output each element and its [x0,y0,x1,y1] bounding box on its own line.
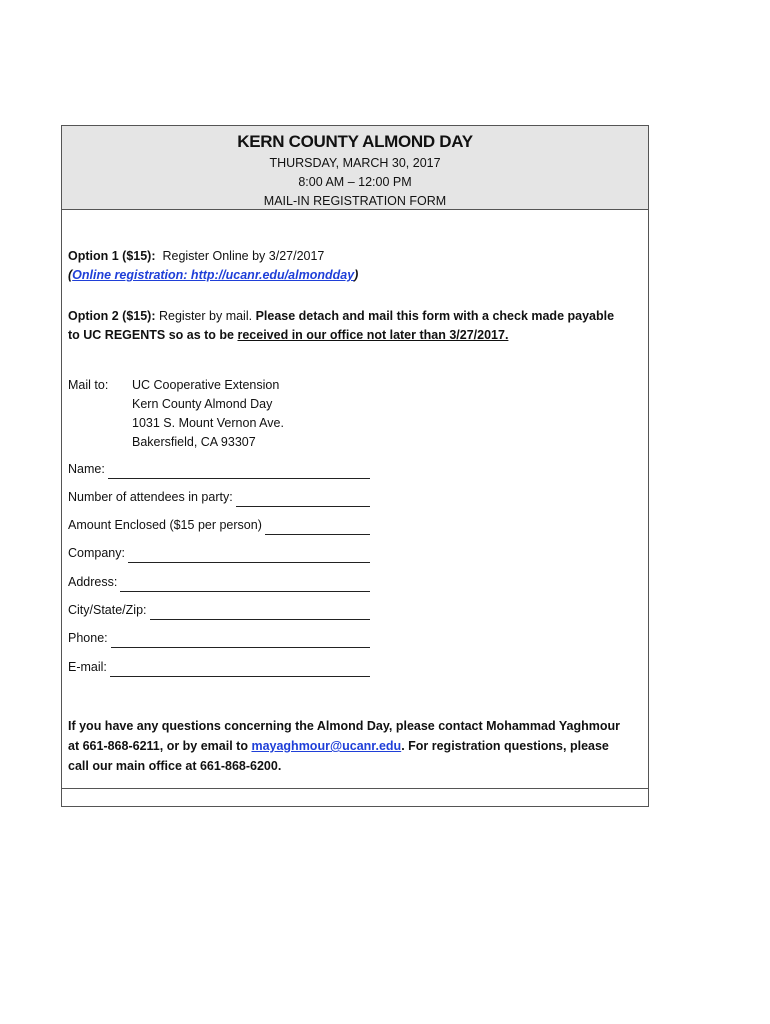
phone-field[interactable] [68,629,370,648]
email-field[interactable] [68,658,370,677]
email-input-line[interactable] [110,662,370,677]
address-line: Kern County Almond Day [132,397,273,411]
address-line: UC Cooperative Extension [132,378,280,392]
field-label: E-mail: [68,660,107,674]
address-field[interactable] [68,573,370,592]
contact-info [68,716,628,776]
option-1-text: Register Online by 3/27/2017 [162,249,325,263]
field-label: City/State/Zip: [68,603,147,617]
mailing-address [132,376,432,452]
amount-input-line[interactable] [265,520,370,535]
form-header [62,126,648,210]
field-label: Phone: [68,631,108,645]
option-2-text: Register by mail. [159,309,253,323]
event-time: 8:00 AM – 12:00 PM [298,175,412,189]
phone-input-line[interactable] [111,633,370,648]
link-close-paren: ) [354,268,359,282]
field-label: Company: [68,546,125,560]
company-input-line[interactable] [128,548,370,563]
option-1-label: Option 1 ($15): [68,249,156,263]
contact-text-after: . For registration questions, please call our main office at 661-868-6200. [68,739,609,773]
contact-email-link[interactable]: mayaghmour@ucanr.edu [251,739,402,753]
option-2-label: Option 2 ($15): [68,309,156,323]
attendees-input-line[interactable] [236,492,370,507]
event-title: KERN COUNTY ALMOND DAY [237,132,473,151]
registration-form [61,125,649,807]
option-1 [68,247,358,285]
city-state-zip-field[interactable] [68,601,370,620]
field-label: Number of attendees in party: [68,490,233,504]
amount-field[interactable] [68,516,370,535]
attendees-field[interactable] [68,488,370,507]
online-registration-link[interactable]: Online registration: http://ucanr.edu/almondday [72,268,355,282]
option-2-deadline: received in our office not later than 3/27/2017. [237,328,509,342]
address-line: 1031 S. Mount Vernon Ave. [132,416,284,430]
field-label: Amount Enclosed ($15 per person) [68,518,262,532]
company-field[interactable] [68,544,370,563]
city-state-zip-input-line[interactable] [150,605,371,620]
option-2 [68,307,628,345]
link-open-paren: ( [68,268,73,282]
name-input-line[interactable] [108,464,370,479]
field-label: Address: [68,575,118,589]
address-line: Bakersfield, CA 93307 [132,435,256,449]
option-2-instructions: Please detach and mail this form with a check made payable to UC REGENTS so as to be [68,309,615,342]
name-field[interactable] [68,460,370,479]
contact-text: If you have any questions concerning the Almond Day, please contact Mohammad Yaghmour at 661-868-6211, or by email to [68,719,620,753]
mail-to-label: Mail to: [68,378,109,392]
form-footer-row [62,788,648,806]
event-date: THURSDAY, MARCH 30, 2017 [269,156,441,170]
address-input-line[interactable] [120,577,370,592]
field-label: Name: [68,462,105,476]
form-name: MAIL-IN REGISTRATION FORM [263,194,447,208]
